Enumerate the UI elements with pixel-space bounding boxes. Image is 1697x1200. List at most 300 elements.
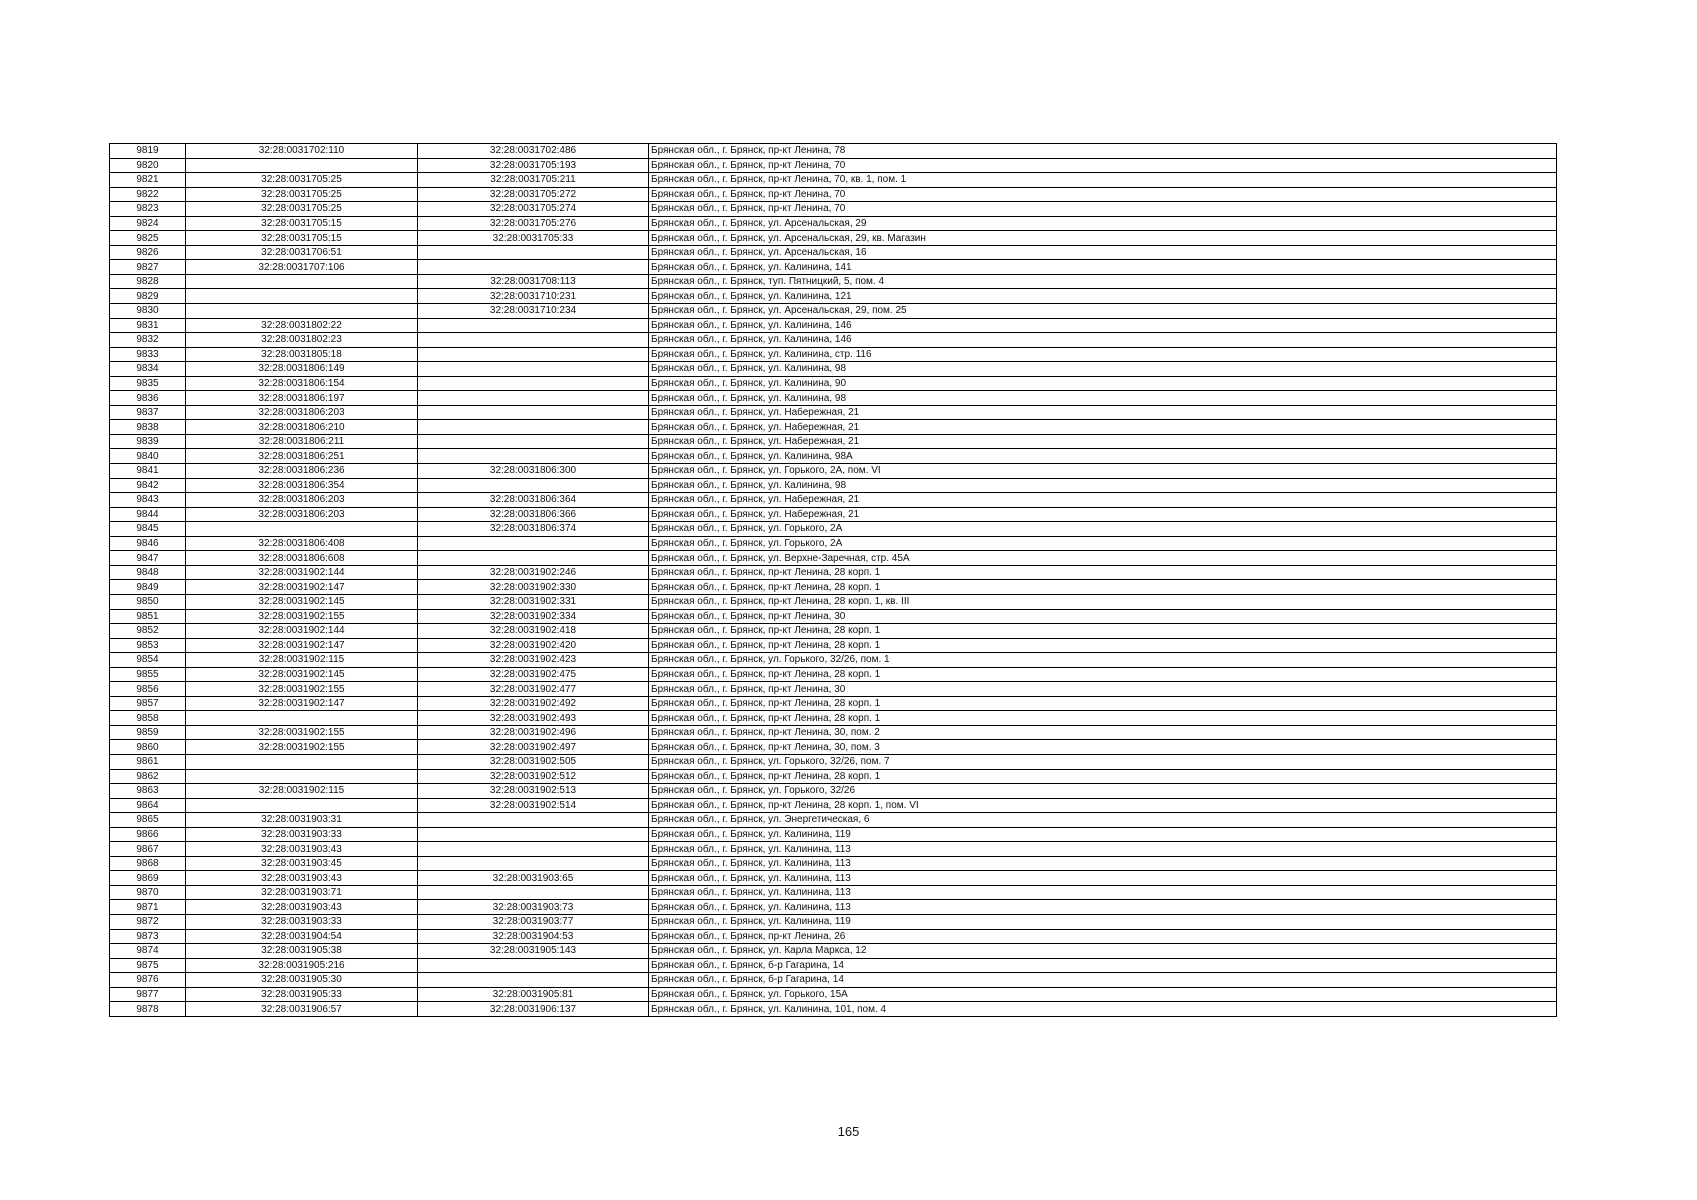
- object-cadastral-number-cell: 32:28:0031902:475: [418, 667, 649, 682]
- object-cadastral-number-cell: [418, 478, 649, 493]
- row-number-cell: 9837: [110, 405, 186, 420]
- address-cell: Брянская обл., г. Брянск, ул. Арсенальская, 29: [649, 216, 1557, 231]
- address-cell: Брянская обл., г. Брянск, ул. Верхне-Заречная, стр. 45А: [649, 551, 1557, 566]
- address-cell: Брянская обл., г. Брянск, ул. Арсенальская, 29, кв. Магазин: [649, 231, 1557, 246]
- table-row: [110, 158, 1557, 173]
- object-cadastral-number-cell: 32:28:0031806:374: [418, 522, 649, 537]
- row-number-cell: 9874: [110, 944, 186, 959]
- table-row: [110, 173, 1557, 188]
- object-cadastral-number-cell: 32:28:0031902:330: [418, 580, 649, 595]
- address-cell: Брянская обл., г. Брянск, ул. Горького, 32/26, пом. 1: [649, 653, 1557, 668]
- row-number-cell: 9836: [110, 391, 186, 406]
- address-cell: Брянская обл., г. Брянск, б-р Гагарина, 14: [649, 958, 1557, 973]
- row-number-cell: 9868: [110, 856, 186, 871]
- address-cell: Брянская обл., г. Брянск, пр-кт Ленина, 28 корп. 1: [649, 769, 1557, 784]
- table-row: [110, 973, 1557, 988]
- cadastral-number-cell: 32:28:0031905:30: [186, 973, 418, 988]
- object-cadastral-number-cell: 32:28:0031904:53: [418, 929, 649, 944]
- row-number-cell: 9832: [110, 333, 186, 348]
- row-number-cell: 9819: [110, 144, 186, 159]
- object-cadastral-number-cell: [418, 318, 649, 333]
- row-number-cell: 9862: [110, 769, 186, 784]
- address-cell: Брянская обл., г. Брянск, пр-кт Ленина, 28 корп. 1: [649, 565, 1557, 580]
- address-cell: Брянская обл., г. Брянск, пр-кт Ленина, 28 корп. 1: [649, 580, 1557, 595]
- address-cell: Брянская обл., г. Брянск, пр-кт Ленина, 28 корп. 1: [649, 667, 1557, 682]
- cadastral-number-cell: 32:28:0031903:71: [186, 885, 418, 900]
- table-row: [110, 653, 1557, 668]
- table-row: [110, 551, 1557, 566]
- row-number-cell: 9873: [110, 929, 186, 944]
- registry-table: [109, 143, 1557, 1017]
- table-row: [110, 522, 1557, 537]
- object-cadastral-number-cell: 32:28:0031705:272: [418, 187, 649, 202]
- object-cadastral-number-cell: 32:28:0031705:211: [418, 173, 649, 188]
- address-cell: Брянская обл., г. Брянск, пр-кт Ленина, 28 корп. 1: [649, 624, 1557, 639]
- address-cell: Брянская обл., г. Брянск, ул. Калинина, 119: [649, 914, 1557, 929]
- address-cell: Брянская обл., г. Брянск, пр-кт Ленина, 28 корп. 1, кв. III: [649, 594, 1557, 609]
- object-cadastral-number-cell: 32:28:0031902:420: [418, 638, 649, 653]
- cadastral-number-cell: 32:28:0031806:203: [186, 507, 418, 522]
- cadastral-number-cell: 32:28:0031802:23: [186, 333, 418, 348]
- cadastral-number-cell: 32:28:0031707:106: [186, 260, 418, 275]
- table-row: [110, 813, 1557, 828]
- object-cadastral-number-cell: 32:28:0031902:496: [418, 725, 649, 740]
- cadastral-number-cell: 32:28:0031906:57: [186, 1002, 418, 1017]
- object-cadastral-number-cell: 32:28:0031702:486: [418, 144, 649, 159]
- table-row: [110, 318, 1557, 333]
- table-row: [110, 231, 1557, 246]
- address-cell: Брянская обл., г. Брянск, пр-кт Ленина, 28 корп. 1: [649, 638, 1557, 653]
- cadastral-number-cell: 32:28:0031903:45: [186, 856, 418, 871]
- row-number-cell: 9877: [110, 987, 186, 1002]
- cadastral-number-cell: 32:28:0031806:149: [186, 362, 418, 377]
- row-number-cell: 9834: [110, 362, 186, 377]
- table-row: [110, 580, 1557, 595]
- cadastral-number-cell: 32:28:0031802:22: [186, 318, 418, 333]
- address-cell: Брянская обл., г. Брянск, ул. Калинина, 113: [649, 900, 1557, 915]
- address-cell: Брянская обл., г. Брянск, пр-кт Ленина, 30, пом. 3: [649, 740, 1557, 755]
- address-cell: Брянская обл., г. Брянск, ул. Арсенальская, 16: [649, 245, 1557, 260]
- table-row: [110, 725, 1557, 740]
- address-cell: Брянская обл., г. Брянск, ул. Калинина, 146: [649, 333, 1557, 348]
- row-number-cell: 9875: [110, 958, 186, 973]
- cadastral-number-cell: 32:28:0031904:54: [186, 929, 418, 944]
- object-cadastral-number-cell: [418, 813, 649, 828]
- table-row: [110, 464, 1557, 479]
- row-number-cell: 9859: [110, 725, 186, 740]
- cadastral-number-cell: 32:28:0031903:43: [186, 842, 418, 857]
- row-number-cell: 9846: [110, 536, 186, 551]
- row-number-cell: 9841: [110, 464, 186, 479]
- row-number-cell: 9866: [110, 827, 186, 842]
- address-cell: Брянская обл., г. Брянск, ул. Калинина, 141: [649, 260, 1557, 275]
- object-cadastral-number-cell: 32:28:0031806:364: [418, 493, 649, 508]
- address-cell: Брянская обл., г. Брянск, пр-кт Ленина, 30: [649, 609, 1557, 624]
- object-cadastral-number-cell: [418, 856, 649, 871]
- object-cadastral-number-cell: 32:28:0031906:137: [418, 1002, 649, 1017]
- table-row: [110, 827, 1557, 842]
- address-cell: Брянская обл., г. Брянск, пр-кт Ленина, 28 корп. 1: [649, 711, 1557, 726]
- row-number-cell: 9851: [110, 609, 186, 624]
- address-cell: Брянская обл., г. Брянск, ул. Калинина, 121: [649, 289, 1557, 304]
- cadastral-number-cell: 32:28:0031903:43: [186, 900, 418, 915]
- table-row: [110, 769, 1557, 784]
- row-number-cell: 9865: [110, 813, 186, 828]
- address-cell: Брянская обл., г. Брянск, пр-кт Ленина, 78: [649, 144, 1557, 159]
- table-row: [110, 434, 1557, 449]
- address-cell: Брянская обл., г. Брянск, пр-кт Ленина, 28 корп. 1: [649, 696, 1557, 711]
- object-cadastral-number-cell: [418, 245, 649, 260]
- address-cell: Брянская обл., г. Брянск, пр-кт Ленина, 26: [649, 929, 1557, 944]
- object-cadastral-number-cell: 32:28:0031806:366: [418, 507, 649, 522]
- cadastral-number-cell: 32:28:0031905:216: [186, 958, 418, 973]
- object-cadastral-number-cell: 32:28:0031708:113: [418, 274, 649, 289]
- table-row: [110, 449, 1557, 464]
- cadastral-number-cell: [186, 769, 418, 784]
- row-number-cell: 9820: [110, 158, 186, 173]
- row-number-cell: 9878: [110, 1002, 186, 1017]
- object-cadastral-number-cell: 32:28:0031902:513: [418, 784, 649, 799]
- cadastral-number-cell: 32:28:0031806:197: [186, 391, 418, 406]
- object-cadastral-number-cell: [418, 842, 649, 857]
- cadastral-number-cell: 32:28:0031903:43: [186, 871, 418, 886]
- row-number-cell: 9824: [110, 216, 186, 231]
- object-cadastral-number-cell: [418, 362, 649, 377]
- row-number-cell: 9826: [110, 245, 186, 260]
- cadastral-number-cell: 32:28:0031902:144: [186, 565, 418, 580]
- row-number-cell: 9855: [110, 667, 186, 682]
- row-number-cell: 9869: [110, 871, 186, 886]
- table-row: [110, 289, 1557, 304]
- table-row: [110, 260, 1557, 275]
- row-number-cell: 9876: [110, 973, 186, 988]
- object-cadastral-number-cell: [418, 551, 649, 566]
- table-row: [110, 914, 1557, 929]
- row-number-cell: 9843: [110, 493, 186, 508]
- table-row: [110, 202, 1557, 217]
- row-number-cell: 9867: [110, 842, 186, 857]
- table-row: [110, 784, 1557, 799]
- object-cadastral-number-cell: 32:28:0031902:418: [418, 624, 649, 639]
- table-row: [110, 478, 1557, 493]
- address-cell: Брянская обл., г. Брянск, ул. Калинина, 98: [649, 362, 1557, 377]
- address-cell: Брянская обл., г. Брянск, ул. Набережная, 21: [649, 420, 1557, 435]
- table-row: [110, 944, 1557, 959]
- row-number-cell: 9857: [110, 696, 186, 711]
- row-number-cell: 9838: [110, 420, 186, 435]
- address-cell: Брянская обл., г. Брянск, ул. Калинина, 98: [649, 391, 1557, 406]
- address-cell: Брянская обл., г. Брянск, ул. Калинина, 113: [649, 871, 1557, 886]
- row-number-cell: 9833: [110, 347, 186, 362]
- object-cadastral-number-cell: [418, 260, 649, 275]
- cadastral-number-cell: 32:28:0031806:154: [186, 376, 418, 391]
- row-number-cell: 9830: [110, 304, 186, 319]
- table-row: [110, 798, 1557, 813]
- table-row: [110, 682, 1557, 697]
- cadastral-number-cell: [186, 158, 418, 173]
- table-row: [110, 958, 1557, 973]
- object-cadastral-number-cell: 32:28:0031902:505: [418, 754, 649, 769]
- table-row: [110, 754, 1557, 769]
- object-cadastral-number-cell: [418, 536, 649, 551]
- table-row: [110, 987, 1557, 1002]
- address-cell: Брянская обл., г. Брянск, ул. Калинина, 113: [649, 885, 1557, 900]
- address-cell: Брянская обл., г. Брянск, ул. Арсенальская, 29, пом. 25: [649, 304, 1557, 319]
- object-cadastral-number-cell: 32:28:0031902:331: [418, 594, 649, 609]
- row-number-cell: 9831: [110, 318, 186, 333]
- row-number-cell: 9822: [110, 187, 186, 202]
- row-number-cell: 9872: [110, 914, 186, 929]
- address-cell: Брянская обл., г. Брянск, пр-кт Ленина, 28 корп. 1, пом. VI: [649, 798, 1557, 813]
- table-row: [110, 1002, 1557, 1017]
- cadastral-number-cell: [186, 798, 418, 813]
- table-row: [110, 362, 1557, 377]
- row-number-cell: 9825: [110, 231, 186, 246]
- table-row: [110, 216, 1557, 231]
- address-cell: Брянская обл., г. Брянск, ул. Горького, 32/26, пом. 7: [649, 754, 1557, 769]
- cadastral-number-cell: 32:28:0031706:51: [186, 245, 418, 260]
- object-cadastral-number-cell: [418, 405, 649, 420]
- row-number-cell: 9828: [110, 274, 186, 289]
- address-cell: Брянская обл., г. Брянск, пр-кт Ленина, 70, кв. 1, пом. 1: [649, 173, 1557, 188]
- cadastral-number-cell: 32:28:0031705:25: [186, 202, 418, 217]
- address-cell: Брянская обл., г. Брянск, ул. Карла Маркса, 12: [649, 944, 1557, 959]
- address-cell: Брянская обл., г. Брянск, ул. Горького, 2А, пом. VI: [649, 464, 1557, 479]
- row-number-cell: 9840: [110, 449, 186, 464]
- object-cadastral-number-cell: [418, 391, 649, 406]
- cadastral-number-cell: 32:28:0031902:155: [186, 682, 418, 697]
- cadastral-number-cell: 32:28:0031806:354: [186, 478, 418, 493]
- cadastral-number-cell: 32:28:0031902:145: [186, 594, 418, 609]
- object-cadastral-number-cell: [418, 449, 649, 464]
- address-cell: Брянская обл., г. Брянск, пр-кт Ленина, 70: [649, 202, 1557, 217]
- row-number-cell: 9821: [110, 173, 186, 188]
- address-cell: Брянская обл., г. Брянск, ул. Калинина, 113: [649, 842, 1557, 857]
- object-cadastral-number-cell: 32:28:0031710:231: [418, 289, 649, 304]
- row-number-cell: 9835: [110, 376, 186, 391]
- object-cadastral-number-cell: [418, 958, 649, 973]
- address-cell: Брянская обл., г. Брянск, ул. Набережная, 21: [649, 434, 1557, 449]
- table-row: [110, 871, 1557, 886]
- table-row: [110, 885, 1557, 900]
- table-row: [110, 638, 1557, 653]
- row-number-cell: 9854: [110, 653, 186, 668]
- row-number-cell: 9829: [110, 289, 186, 304]
- address-cell: Брянская обл., г. Брянск, пр-кт Ленина, 30, пом. 2: [649, 725, 1557, 740]
- row-number-cell: 9863: [110, 784, 186, 799]
- object-cadastral-number-cell: 32:28:0031902:492: [418, 696, 649, 711]
- table-row: [110, 420, 1557, 435]
- cadastral-number-cell: [186, 304, 418, 319]
- address-cell: Брянская обл., г. Брянск, ул. Калинина, 113: [649, 856, 1557, 871]
- row-number-cell: 9839: [110, 434, 186, 449]
- cadastral-number-cell: 32:28:0031805:18: [186, 347, 418, 362]
- cadastral-number-cell: [186, 711, 418, 726]
- cadastral-number-cell: 32:28:0031903:31: [186, 813, 418, 828]
- object-cadastral-number-cell: 32:28:0031902:334: [418, 609, 649, 624]
- row-number-cell: 9847: [110, 551, 186, 566]
- row-number-cell: 9827: [110, 260, 186, 275]
- table-row: [110, 493, 1557, 508]
- table-row: [110, 144, 1557, 159]
- address-cell: Брянская обл., г. Брянск, ул. Набережная, 21: [649, 493, 1557, 508]
- row-number-cell: 9861: [110, 754, 186, 769]
- object-cadastral-number-cell: 32:28:0031903:65: [418, 871, 649, 886]
- address-cell: Брянская обл., г. Брянск, ул. Горького, 2А: [649, 522, 1557, 537]
- cadastral-number-cell: 32:28:0031705:25: [186, 187, 418, 202]
- cadastral-number-cell: 32:28:0031806:251: [186, 449, 418, 464]
- row-number-cell: 9844: [110, 507, 186, 522]
- object-cadastral-number-cell: [418, 420, 649, 435]
- table-row: [110, 842, 1557, 857]
- cadastral-number-cell: 32:28:0031902:145: [186, 667, 418, 682]
- cadastral-number-cell: [186, 522, 418, 537]
- row-number-cell: 9853: [110, 638, 186, 653]
- table-row: [110, 187, 1557, 202]
- address-cell: Брянская обл., г. Брянск, ул. Калинина, 98А: [649, 449, 1557, 464]
- table-row: [110, 405, 1557, 420]
- object-cadastral-number-cell: 32:28:0031902:477: [418, 682, 649, 697]
- cadastral-number-cell: 32:28:0031902:155: [186, 725, 418, 740]
- cadastral-number-cell: 32:28:0031806:210: [186, 420, 418, 435]
- cadastral-number-cell: 32:28:0031905:38: [186, 944, 418, 959]
- object-cadastral-number-cell: [418, 885, 649, 900]
- address-cell: Брянская обл., г. Брянск, пр-кт Ленина, 70: [649, 158, 1557, 173]
- address-cell: Брянская обл., г. Брянск, ул. Набережная, 21: [649, 507, 1557, 522]
- object-cadastral-number-cell: [418, 973, 649, 988]
- table-row: [110, 565, 1557, 580]
- address-cell: Брянская обл., г. Брянск, ул. Калинина, 119: [649, 827, 1557, 842]
- cadastral-number-cell: 32:28:0031902:147: [186, 696, 418, 711]
- object-cadastral-number-cell: 32:28:0031710:234: [418, 304, 649, 319]
- cadastral-number-cell: [186, 289, 418, 304]
- cadastral-number-cell: 32:28:0031806:203: [186, 493, 418, 508]
- cadastral-number-cell: 32:28:0031806:211: [186, 434, 418, 449]
- address-cell: Брянская обл., г. Брянск, ул. Горького, 2А: [649, 536, 1557, 551]
- cadastral-number-cell: 32:28:0031902:115: [186, 653, 418, 668]
- row-number-cell: 9860: [110, 740, 186, 755]
- cadastral-number-cell: 32:28:0031902:155: [186, 740, 418, 755]
- object-cadastral-number-cell: 32:28:0031905:81: [418, 987, 649, 1002]
- cadastral-number-cell: 32:28:0031902:147: [186, 580, 418, 595]
- address-cell: Брянская обл., г. Брянск, ул. Горького, 15А: [649, 987, 1557, 1002]
- object-cadastral-number-cell: 32:28:0031705:276: [418, 216, 649, 231]
- table-row: [110, 347, 1557, 362]
- row-number-cell: 9864: [110, 798, 186, 813]
- row-number-cell: 9823: [110, 202, 186, 217]
- table-row: [110, 376, 1557, 391]
- object-cadastral-number-cell: [418, 347, 649, 362]
- cadastral-number-cell: 32:28:0031702:110: [186, 144, 418, 159]
- table-row: [110, 667, 1557, 682]
- cadastral-number-cell: 32:28:0031905:33: [186, 987, 418, 1002]
- row-number-cell: 9842: [110, 478, 186, 493]
- object-cadastral-number-cell: [418, 827, 649, 842]
- object-cadastral-number-cell: 32:28:0031905:143: [418, 944, 649, 959]
- object-cadastral-number-cell: 32:28:0031903:73: [418, 900, 649, 915]
- row-number-cell: 9856: [110, 682, 186, 697]
- cadastral-number-cell: 32:28:0031902:115: [186, 784, 418, 799]
- table-row: [110, 609, 1557, 624]
- address-cell: Брянская обл., г. Брянск, ул. Горького, 32/26: [649, 784, 1557, 799]
- table-row: [110, 507, 1557, 522]
- object-cadastral-number-cell: [418, 333, 649, 348]
- cadastral-number-cell: 32:28:0031902:144: [186, 624, 418, 639]
- row-number-cell: 9871: [110, 900, 186, 915]
- cadastral-number-cell: 32:28:0031806:203: [186, 405, 418, 420]
- object-cadastral-number-cell: 32:28:0031902:497: [418, 740, 649, 755]
- table-row: [110, 594, 1557, 609]
- object-cadastral-number-cell: 32:28:0031902:423: [418, 653, 649, 668]
- object-cadastral-number-cell: 32:28:0031902:512: [418, 769, 649, 784]
- cadastral-number-cell: 32:28:0031705:25: [186, 173, 418, 188]
- table-row: [110, 304, 1557, 319]
- cadastral-number-cell: 32:28:0031903:33: [186, 827, 418, 842]
- table-row: [110, 856, 1557, 871]
- address-cell: Брянская обл., г. Брянск, пр-кт Ленина, 70: [649, 187, 1557, 202]
- table-row: [110, 391, 1557, 406]
- address-cell: Брянская обл., г. Брянск, ул. Калинина, стр. 116: [649, 347, 1557, 362]
- table-row: [110, 900, 1557, 915]
- table-row: [110, 624, 1557, 639]
- object-cadastral-number-cell: 32:28:0031902:514: [418, 798, 649, 813]
- object-cadastral-number-cell: 32:28:0031902:246: [418, 565, 649, 580]
- address-cell: Брянская обл., г. Брянск, б-р Гагарина, 14: [649, 973, 1557, 988]
- page-number: 165: [837, 1124, 860, 1139]
- cadastral-number-cell: 32:28:0031705:15: [186, 231, 418, 246]
- row-number-cell: 9850: [110, 594, 186, 609]
- cadastral-number-cell: 32:28:0031705:15: [186, 216, 418, 231]
- address-cell: Брянская обл., г. Брянск, ул. Набережная, 21: [649, 405, 1557, 420]
- cadastral-number-cell: 32:28:0031902:147: [186, 638, 418, 653]
- table-row: [110, 740, 1557, 755]
- table-row: [110, 245, 1557, 260]
- address-cell: Брянская обл., г. Брянск, ул. Калинина, 101, пом. 4: [649, 1002, 1557, 1017]
- row-number-cell: 9858: [110, 711, 186, 726]
- object-cadastral-number-cell: 32:28:0031806:300: [418, 464, 649, 479]
- object-cadastral-number-cell: 32:28:0031705:193: [418, 158, 649, 173]
- table-row: [110, 711, 1557, 726]
- cadastral-number-cell: [186, 754, 418, 769]
- object-cadastral-number-cell: 32:28:0031705:33: [418, 231, 649, 246]
- cadastral-number-cell: 32:28:0031806:408: [186, 536, 418, 551]
- cadastral-number-cell: 32:28:0031903:33: [186, 914, 418, 929]
- table-row: [110, 536, 1557, 551]
- row-number-cell: 9849: [110, 580, 186, 595]
- row-number-cell: 9852: [110, 624, 186, 639]
- object-cadastral-number-cell: [418, 434, 649, 449]
- table-row: [110, 274, 1557, 289]
- address-cell: Брянская обл., г. Брянск, ул. Калинина, 98: [649, 478, 1557, 493]
- cadastral-number-cell: [186, 274, 418, 289]
- object-cadastral-number-cell: 32:28:0031705:274: [418, 202, 649, 217]
- table-row: [110, 696, 1557, 711]
- object-cadastral-number-cell: 32:28:0031902:493: [418, 711, 649, 726]
- cadastral-number-cell: 32:28:0031902:155: [186, 609, 418, 624]
- row-number-cell: 9870: [110, 885, 186, 900]
- address-cell: Брянская обл., г. Брянск, пр-кт Ленина, 30: [649, 682, 1557, 697]
- address-cell: Брянская обл., г. Брянск, ул. Калинина, 90: [649, 376, 1557, 391]
- address-cell: Брянская обл., г. Брянск, ул. Калинина, 146: [649, 318, 1557, 333]
- object-cadastral-number-cell: [418, 376, 649, 391]
- cadastral-number-cell: 32:28:0031806:236: [186, 464, 418, 479]
- row-number-cell: 9848: [110, 565, 186, 580]
- address-cell: Брянская обл., г. Брянск, ул. Энергетическая, 6: [649, 813, 1557, 828]
- table-row: [110, 333, 1557, 348]
- row-number-cell: 9845: [110, 522, 186, 537]
- table-row: [110, 929, 1557, 944]
- cadastral-number-cell: 32:28:0031806:608: [186, 551, 418, 566]
